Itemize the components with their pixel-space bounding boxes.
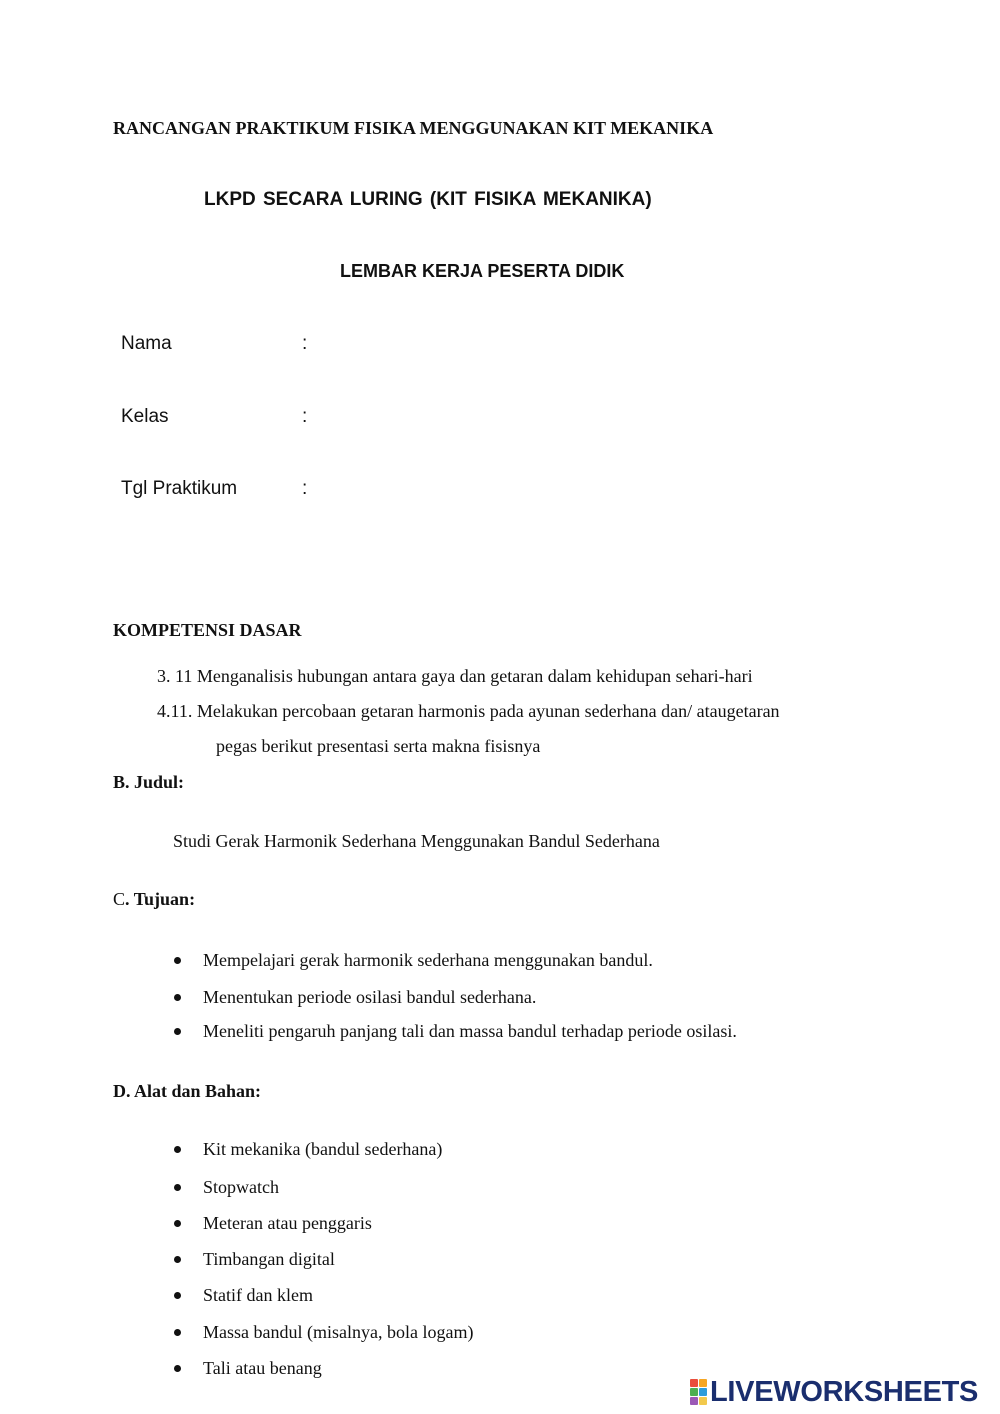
judul-text: Studi Gerak Harmonik Sederhana Menggunakan Bandul Sederhana [173, 831, 660, 851]
alat-item: Statif dan klem [203, 1285, 313, 1305]
document-subtitle: LKPD SECARA LURING (KIT FISIKA MEKANIKA) [204, 189, 652, 210]
field-label-tgl-praktikum: Tgl Praktikum [121, 478, 238, 499]
bullet-icon [174, 1329, 181, 1336]
tujuan-item: Menentukan periode osilasi bandul sederhana. [203, 987, 537, 1007]
field-separator-kelas: : [302, 406, 308, 427]
bullet-icon [174, 1184, 181, 1191]
bullet-icon [174, 957, 181, 964]
bullet-icon [174, 1146, 181, 1153]
tujuan-heading-rest: . Tujuan: [125, 889, 196, 909]
alat-item: Stopwatch [203, 1177, 279, 1197]
kompetensi-item-4-11-continued: pegas berikut presentasi serta makna fisisnya [216, 736, 541, 756]
kompetensi-item-4-11: 4.11. Melakukan percobaan getaran harmonis pada ayunan sederhana dan/ ataugetaran [157, 701, 780, 721]
field-label-kelas: Kelas [121, 406, 169, 427]
tujuan-heading [113, 889, 195, 910]
bullet-icon [174, 1220, 181, 1227]
bullet-icon [174, 1256, 181, 1263]
bullet-icon [174, 1292, 181, 1299]
alat-item: Tali atau benang [203, 1358, 322, 1378]
logo-blocks-icon [690, 1379, 707, 1405]
alat-item: Massa bandul (misalnya, bola logam) [203, 1322, 474, 1342]
logo-text: LIVEWORKSHEETS [710, 1375, 979, 1408]
sheet-title: LEMBAR KERJA PESERTA DIDIK [340, 261, 625, 281]
kompetensi-heading: KOMPETENSI DASAR [113, 620, 302, 640]
alat-item: Timbangan digital [203, 1249, 335, 1269]
tujuan-item: Mempelajari gerak harmonik sederhana menggunakan bandul. [203, 950, 653, 970]
alat-heading: D. Alat dan Bahan: [113, 1081, 262, 1101]
tujuan-heading-prefix: C [113, 889, 126, 909]
liveworksheets-logo [690, 1374, 978, 1410]
judul-heading: B. Judul: [113, 772, 185, 792]
bullet-icon [174, 1365, 181, 1372]
field-separator-nama: : [302, 333, 308, 354]
field-separator-tgl-praktikum: : [302, 478, 308, 499]
bullet-icon [174, 994, 181, 1001]
document-title: RANCANGAN PRAKTIKUM FISIKA MENGGUNAKAN KIT MEKANIKA [113, 118, 714, 138]
alat-item: Kit mekanika (bandul sederhana) [203, 1139, 443, 1159]
kompetensi-item-3-11: 3. 11 Menganalisis hubungan antara gaya dan getaran dalam kehidupan sehari-hari [157, 666, 753, 686]
bullet-icon [174, 1028, 181, 1035]
tujuan-item: Meneliti pengaruh panjang tali dan massa bandul terhadap periode osilasi. [203, 1021, 737, 1041]
alat-item: Meteran atau penggaris [203, 1213, 372, 1233]
field-label-nama: Nama [121, 333, 172, 354]
